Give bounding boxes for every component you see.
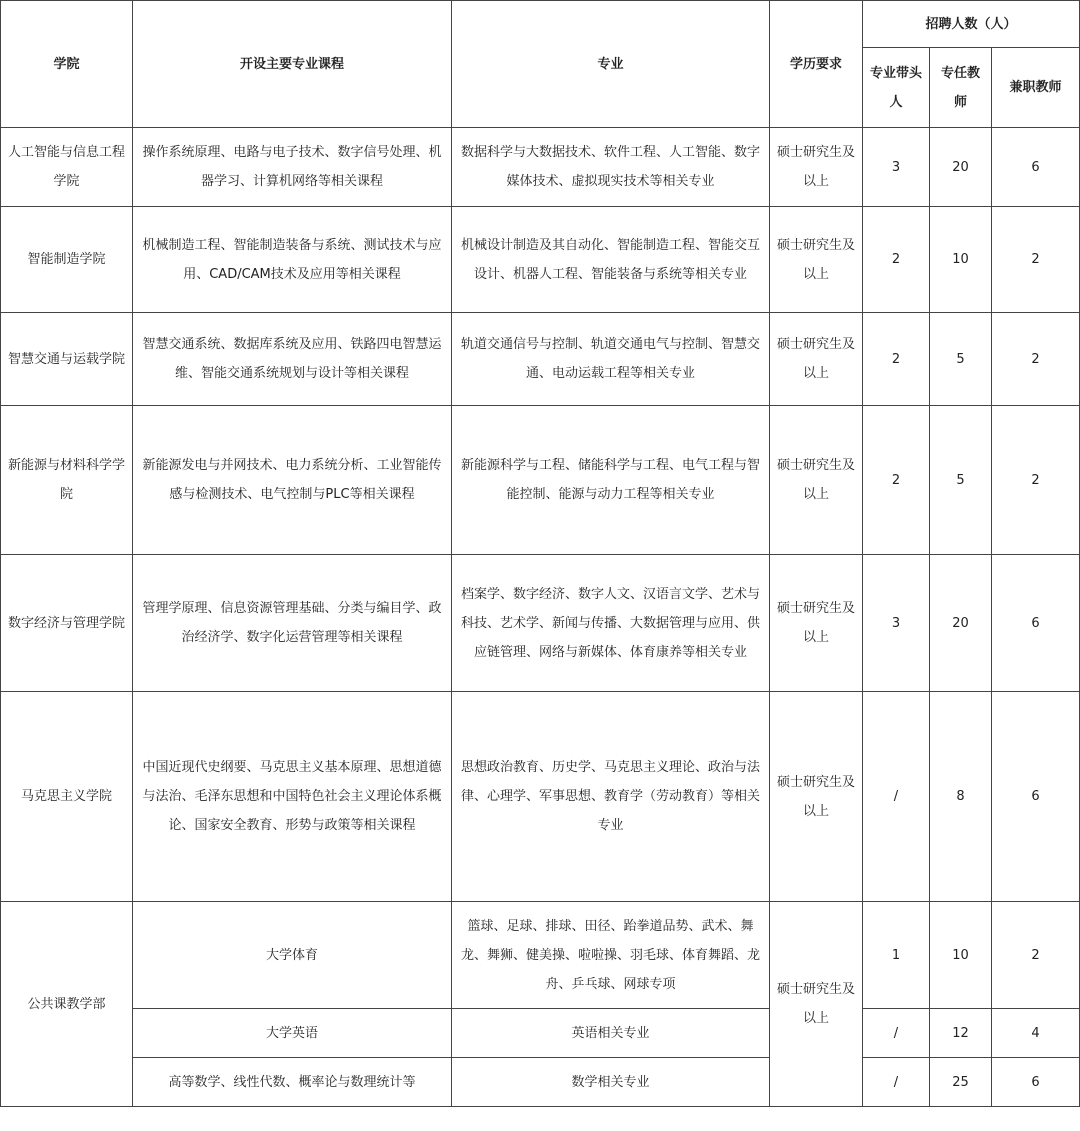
courses-cell: 大学体育 [133,902,452,1009]
table-row [1,128,1080,207]
table-row [1,1058,1080,1107]
leader-cell: / [863,1058,930,1107]
leader-cell: 3 [863,128,930,207]
parttime-cell: 6 [992,1058,1080,1107]
table-row [1,692,1080,902]
courses-cell: 管理学原理、信息资源管理基础、分类与编目学、政治经济学、数字化运营管理等相关课程 [133,555,452,692]
education-cell: 硕士研究生及以上 [770,902,863,1107]
courses-cell: 操作系统原理、电路与电子技术、数字信号处理、机器学习、计算机网络等相关课程 [133,128,452,207]
courses-cell: 机械制造工程、智能制造装备与系统、测试技术与应用、CAD/CAM技术及应用等相关课程 [133,207,452,313]
major-cell: 篮球、足球、排球、田径、跆拳道品势、武术、舞龙、舞狮、健美操、啦啦操、羽毛球、体育舞蹈、龙舟、乒乓球、网球专项 [452,902,770,1009]
college-cell: 智慧交通与运载学院 [1,313,133,406]
parttime-cell: 6 [992,555,1080,692]
education-cell: 硕士研究生及以上 [770,406,863,555]
header-college: 学院 [1,1,133,128]
courses-cell: 新能源发电与并网技术、电力系统分析、工业智能传感与检测技术、电气控制与PLC等相关课程 [133,406,452,555]
parttime-cell: 2 [992,902,1080,1009]
parttime-cell: 2 [992,313,1080,406]
fulltime-cell: 5 [930,406,992,555]
courses-cell: 中国近现代史纲要、马克思主义基本原理、思想道德与法治、毛泽东思想和中国特色社会主义理论体系概论、国家安全教育、形势与政策等相关课程 [133,692,452,902]
parttime-cell: 2 [992,406,1080,555]
major-cell: 英语相关专业 [452,1009,770,1058]
college-cell: 马克思主义学院 [1,692,133,902]
education-cell: 硕士研究生及以上 [770,555,863,692]
fulltime-cell: 5 [930,313,992,406]
education-cell: 硕士研究生及以上 [770,313,863,406]
leader-cell: 2 [863,313,930,406]
fulltime-cell: 12 [930,1009,992,1058]
header-fulltime: 专任教师 [930,48,992,128]
leader-cell: 2 [863,207,930,313]
major-cell: 数据科学与大数据技术、软件工程、人工智能、数字媒体技术、虚拟现实技术等相关专业 [452,128,770,207]
leader-cell: 1 [863,902,930,1009]
major-cell: 新能源科学与工程、储能科学与工程、电气工程与智能控制、能源与动力工程等相关专业 [452,406,770,555]
leader-cell: / [863,1009,930,1058]
college-cell: 新能源与材料科学学院 [1,406,133,555]
parttime-cell: 6 [992,128,1080,207]
header-major: 专业 [452,1,770,128]
fulltime-cell: 20 [930,555,992,692]
parttime-cell: 4 [992,1009,1080,1058]
major-cell: 数学相关专业 [452,1058,770,1107]
college-cell: 数字经济与管理学院 [1,555,133,692]
major-cell: 档案学、数字经济、数字人文、汉语言文学、艺术与科技、艺术学、新闻与传播、大数据管理与应用、供应链管理、网络与新媒体、体育康养等相关专业 [452,555,770,692]
fulltime-cell: 25 [930,1058,992,1107]
college-cell: 公共课教学部 [1,902,133,1107]
table-row [1,555,1080,692]
fulltime-cell: 10 [930,207,992,313]
courses-cell: 高等数学、线性代数、概率论与数理统计等 [133,1058,452,1107]
college-cell: 智能制造学院 [1,207,133,313]
parttime-cell: 2 [992,207,1080,313]
table-row [1,1009,1080,1058]
table-row [1,406,1080,555]
header-leader: 专业带头人 [863,48,930,128]
parttime-cell: 6 [992,692,1080,902]
header-courses: 开设主要专业课程 [133,1,452,128]
education-cell: 硕士研究生及以上 [770,207,863,313]
fulltime-cell: 10 [930,902,992,1009]
leader-cell: 2 [863,406,930,555]
courses-cell: 大学英语 [133,1009,452,1058]
college-cell: 人工智能与信息工程学院 [1,128,133,207]
education-cell: 硕士研究生及以上 [770,692,863,902]
courses-cell: 智慧交通系统、数据库系统及应用、铁路四电智慧运维、智能交通系统规划与设计等相关课程 [133,313,452,406]
education-cell: 硕士研究生及以上 [770,128,863,207]
fulltime-cell: 20 [930,128,992,207]
table-row [1,902,1080,1009]
major-cell: 轨道交通信号与控制、轨道交通电气与控制、智慧交通、电动运载工程等相关专业 [452,313,770,406]
header-parttime: 兼职教师 [992,48,1080,128]
header-education: 学历要求 [770,1,863,128]
major-cell: 机械设计制造及其自动化、智能制造工程、智能交互设计、机器人工程、智能装备与系统等相关专业 [452,207,770,313]
table-row [1,207,1080,313]
leader-cell: 3 [863,555,930,692]
leader-cell: / [863,692,930,902]
fulltime-cell: 8 [930,692,992,902]
major-cell: 思想政治教育、历史学、马克思主义理论、政治与法律、心理学、军事思想、教育学（劳动教育）等相关专业 [452,692,770,902]
header-recruit-group: 招聘人数（人） [863,1,1080,48]
table-row [1,313,1080,406]
